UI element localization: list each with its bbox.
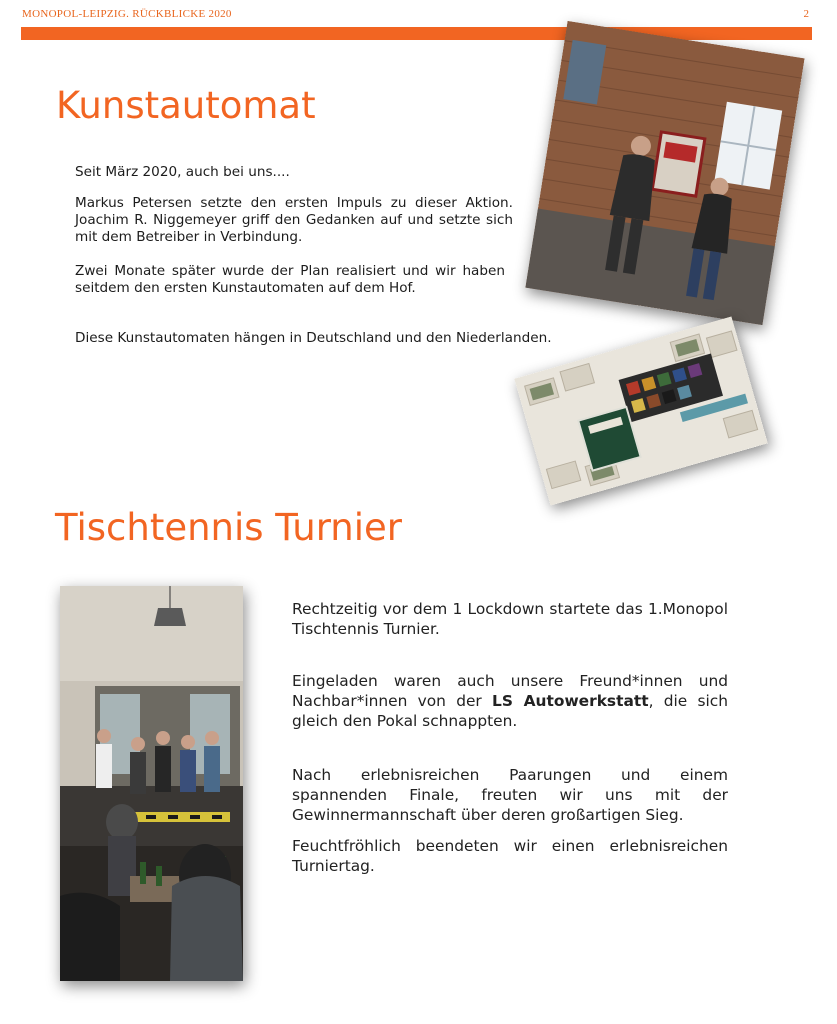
tischtennis-paragraph-1: Rechtzeitig vor dem 1 Lockdown startete das 1.Monopol Tischtennis Turnier. — [292, 600, 728, 638]
running-header-title: MONOPOL-LEIPZIG. RÜCKBLICKE 2020 — [22, 8, 232, 20]
tischtennis-paragraph-2-text-after: , die sich gleich den Pokal schnappten. — [292, 692, 729, 730]
kunstautomat-paragraph-2: Zwei Monate später wurde der Plan realisiert und wir haben seitdem den ersten Kunstautomaten auf dem Hof. — [75, 263, 505, 296]
tischtennis-paragraph-2-text-before: Eingeladen waren auch unsere Freund*innen und Nachbar*innen von der — [292, 672, 728, 710]
ls-autowerkstatt-label: LS Autowerkstatt — [492, 692, 649, 710]
kunstautomat-paragraph-3: Diese Kunstautomaten hängen in Deutschland und den Niederlanden. — [75, 330, 552, 346]
tischtennis-photo — [60, 586, 243, 981]
tischtennis-paragraph-2 — [292, 671, 728, 731]
tischtennis-paragraph-4: Feuchtfröhlich beendeten wir einen erlebnisreichen Turniertag. — [292, 837, 728, 875]
tischtennis-paragraph-3: Nach erlebnisreichen Paarungen und einem spannenden Finale, freuten wir uns mit der Gewinnermannschaft über deren großartigen Sieg. — [292, 766, 728, 824]
header-rule — [21, 27, 812, 40]
tischtennis-heading: Tischtennis Turnier — [55, 506, 403, 549]
kunstautomat-intro: Seit März 2020, auch bei uns.... — [75, 164, 290, 180]
kunstautomat-photo — [525, 21, 804, 325]
kunstautomat-paragraph-1: Markus Petersen setzte den ersten Impuls zu dieser Aktion. Joachim R. Niggemeyer griff den Gedanken auf und setzte sich mit dem Betreiber in Verbindung. — [75, 195, 513, 245]
kunstautomat-heading: Kunstautomat — [56, 84, 316, 127]
page-number: 2 — [803, 8, 809, 20]
